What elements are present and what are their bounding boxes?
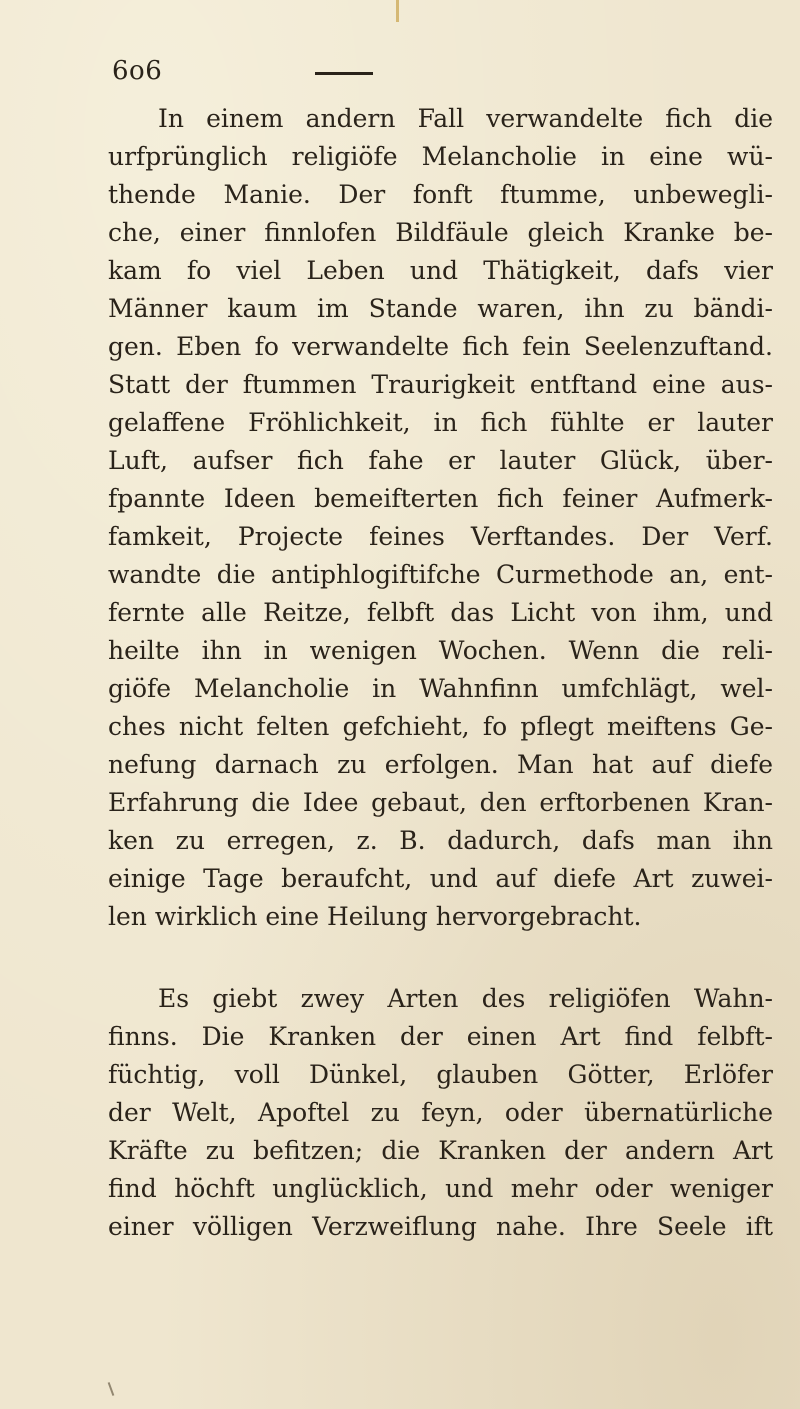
- text-line: Statt der ftummen Traurigkeit entftand eine aus-: [108, 370, 773, 399]
- text-line: ches nicht felten gefchieht, fo pflegt meiftens Ge-: [108, 712, 773, 741]
- text-line: heilte ihn in wenigen Wochen. Wenn die reli-: [108, 636, 773, 665]
- header-rule: [315, 72, 373, 75]
- page-number: 6o6: [112, 56, 163, 86]
- text-line: gen. Eben fo verwandelte fich fein Seelenzuftand.: [108, 332, 773, 361]
- text-line: Erfahrung die Idee gebaut, den erftorbenen Kran-: [108, 788, 773, 817]
- text-line: nefung darnach zu erfolgen. Man hat auf diefe: [108, 750, 773, 779]
- text-line: che, einer finnlofen Bildfäule gleich Kranke be-: [108, 218, 773, 247]
- text-line: famkeit, Projecte feines Verftandes. Der Verf.: [108, 522, 773, 551]
- text-line: Es giebt zwey Arten des religiöfen Wahn-: [158, 984, 773, 1013]
- paragraph-1: [108, 100, 773, 936]
- text-line: Luft, aufser fich fahe er lauter Glück, über-: [108, 446, 773, 475]
- body-text: [108, 100, 773, 1246]
- text-line: fpannte Ideen bemeifterten fich feiner Aufmerk-: [108, 484, 773, 513]
- text-line: urfprünglich religiöfe Melancholie in eine wü-: [108, 142, 773, 171]
- paragraph-gap: [108, 936, 773, 980]
- text-line: Kräfte zu befitzen; die Kranken der andern Art: [108, 1136, 773, 1165]
- text-line: find höchft unglücklich, und mehr oder weniger: [108, 1174, 773, 1203]
- text-line: einige Tage beraufcht, und auf diefe Art zuwei-: [108, 864, 773, 893]
- text-line: wandte die antiphlogiftifche Curmethode an, ent-: [108, 560, 773, 589]
- ink-mark: [108, 1382, 115, 1396]
- text-line: fernte alle Reitze, felbft das Licht von ihm, und: [108, 598, 773, 627]
- paragraph-2: [108, 980, 773, 1246]
- text-line: kam fo viel Leben und Thätigkeit, dafs vier: [108, 256, 773, 285]
- text-line: einer völligen Verzweiflung nahe. Ihre Seele ift: [108, 1212, 773, 1241]
- text-line: ken zu erregen, z. B. dadurch, dafs man ihn: [108, 826, 773, 855]
- text-line: giöfe Melancholie in Wahnfinn umfchlägt, wel-: [108, 674, 773, 703]
- text-line: finns. Die Kranken der einen Art find felbft-: [108, 1022, 773, 1051]
- text-line: thende Manie. Der fonft ftumme, unbewegli-: [108, 180, 773, 209]
- text-line: der Welt, Apoftel zu feyn, oder übernatürliche: [108, 1098, 773, 1127]
- text-line: len wirklich eine Heilung hervorgebracht.: [108, 902, 642, 931]
- text-line: füchtig, voll Dünkel, glauben Götter, Erlöfer: [108, 1060, 773, 1089]
- paper-edge-mark: [396, 0, 399, 22]
- text-line: gelaffene Fröhlichkeit, in fich fühlte er lauter: [108, 408, 773, 437]
- text-line: In einem andern Fall verwandelte fich die: [158, 104, 773, 133]
- text-line: Männer kaum im Stande waren, ihn zu bändi-: [108, 294, 773, 323]
